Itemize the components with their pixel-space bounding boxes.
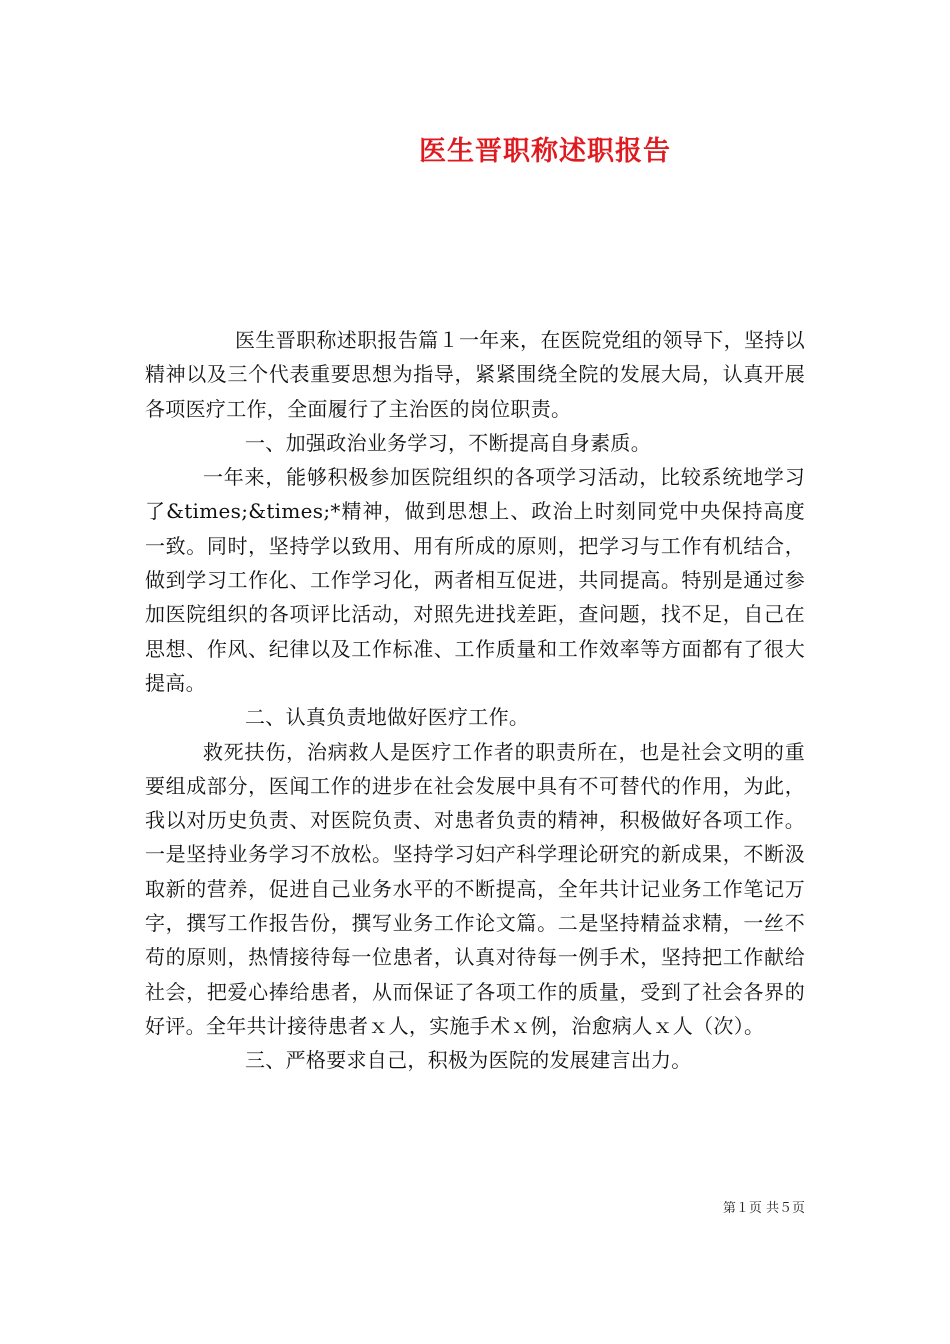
paragraph-section-2: 救死扶伤，治病救人是医疗工作者的职责所在，也是社会文明的重要组成部分，医闻工作的进步在社会发展中具有不可替代的作用，为此，我以对历史负责、对医院负责、对患者负责的精神，积极做好各项工作。一是坚持业务学习不放松。坚持学习妇产科学理论研究的新成果，不断汲取新的营养，促进自己业务水平的不断提高，全年共计记业务工作笔记万字，撰写工作报告份，撰写业务工作论文篇。二是坚持精益求精，一丝不苟的原则，热情接待每一位患者，认真对待每一例手术，坚持把工作献给社会，把爱心捧给患者，从而保证了各项工作的质量，受到了社会各界的好评。全年共计接待患者ｘ人，实施手术ｘ例，治愈病人ｘ人（次）。 [145,739,805,1038]
section-heading-1: 一、加强政治业务学习，不断提高自身素质。 [245,430,651,455]
page-number-footer: 第１页 共５页 [722,1201,805,1216]
document-title: 医生晋职称述职报告 [419,136,671,167]
document-body [145,323,805,1078]
paragraph-section-1: 一年来，能够积极参加医院组织的各项学习活动，比较系统地学习了&times;&times;*精神，做到思想上、政治上时刻同党中央保持高度一致。同时，坚持学以致用、用有所成的原则，把学习与工作有机结合，做到学习工作化、工作学习化，两者相互促进，共同提高。特别是通过参加医院组织的各项评比活动，对照先进找差距，查问题，找不足，自己在思想、作风、纪律以及工作标准、工作质量和工作效率等方面都有了很大提高。 [145,465,805,695]
section-heading-3: 三、严格要求自己，积极为医院的发展建言出力。 [245,1048,692,1073]
paragraph-intro: 医生晋职称述职报告篇１一年来，在医院党组的领导下，坚持以精神以及三个代表重要思想为指导，紧紧围绕全院的发展大局，认真开展各项医疗工作，全面履行了主治医的岗位职责。 [145,328,805,421]
section-heading-2: 二、认真负责地做好医疗工作。 [245,705,530,730]
